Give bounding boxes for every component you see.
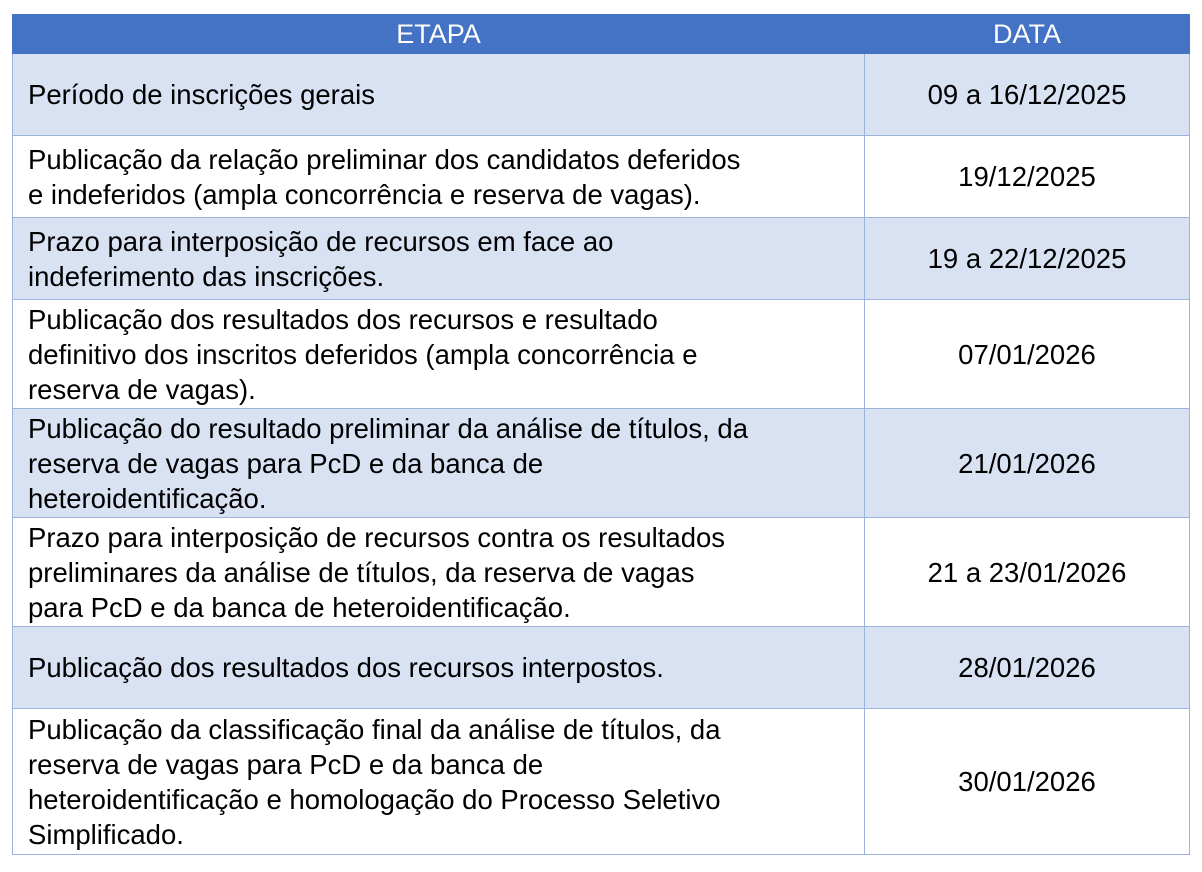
table-row [13,218,1190,300]
schedule-table [12,14,1190,855]
data-cell: 21/01/2026 [865,409,1190,518]
etapa-text: Publicação da classificação final da análise de títulos, da reserva de vagas para PcD e da banca de heteroidentificação e homologação do Processo Seletivo Simplificado. [28,713,721,850]
header-data: DATA [865,15,1190,54]
header-row [13,15,1190,54]
table-row [13,54,1190,136]
etapa-cell [13,627,865,709]
etapa-text: Publicação da relação preliminar dos candidatos deferidos e indeferidos (ampla concorrência e reserva de vagas). [28,143,741,210]
table-row [13,518,1190,627]
etapa-cell [13,54,865,136]
table-row [13,627,1190,709]
table-row [13,409,1190,518]
data-cell: 07/01/2026 [865,300,1190,409]
etapa-text: Publicação dos resultados dos recursos e resultado definitivo dos inscritos deferidos (ampla concorrência e reserva de vagas). [28,303,698,405]
etapa-text: Publicação dos resultados dos recursos interpostos. [28,652,664,683]
etapa-cell [13,218,865,300]
etapa-cell [13,409,865,518]
data-cell: 28/01/2026 [865,627,1190,709]
etapa-text: Publicação do resultado preliminar da análise de títulos, da reserva de vagas para PcD e da banca de heteroidentificação. [28,412,749,514]
etapa-cell [13,709,865,855]
etapa-text: Prazo para interposição de recursos em face ao indeferimento das inscrições. [28,225,614,292]
etapa-text: Período de inscrições gerais [28,79,375,110]
data-cell: 21 a 23/01/2026 [865,518,1190,627]
data-cell: 19/12/2025 [865,136,1190,218]
table-row [13,709,1190,855]
table-body [13,54,1190,855]
etapa-cell [13,300,865,409]
etapa-cell [13,136,865,218]
data-cell: 09 a 16/12/2025 [865,54,1190,136]
data-cell: 19 a 22/12/2025 [865,218,1190,300]
data-cell: 30/01/2026 [865,709,1190,855]
table-header [13,15,1190,54]
etapa-text: Prazo para interposição de recursos contra os resultados preliminares da análise de títulos, da reserva de vagas para PcD e da banca de heteroidentificação. [28,521,726,623]
table-row [13,136,1190,218]
header-etapa: ETAPA [13,15,865,54]
table-row [13,300,1190,409]
etapa-cell [13,518,865,627]
